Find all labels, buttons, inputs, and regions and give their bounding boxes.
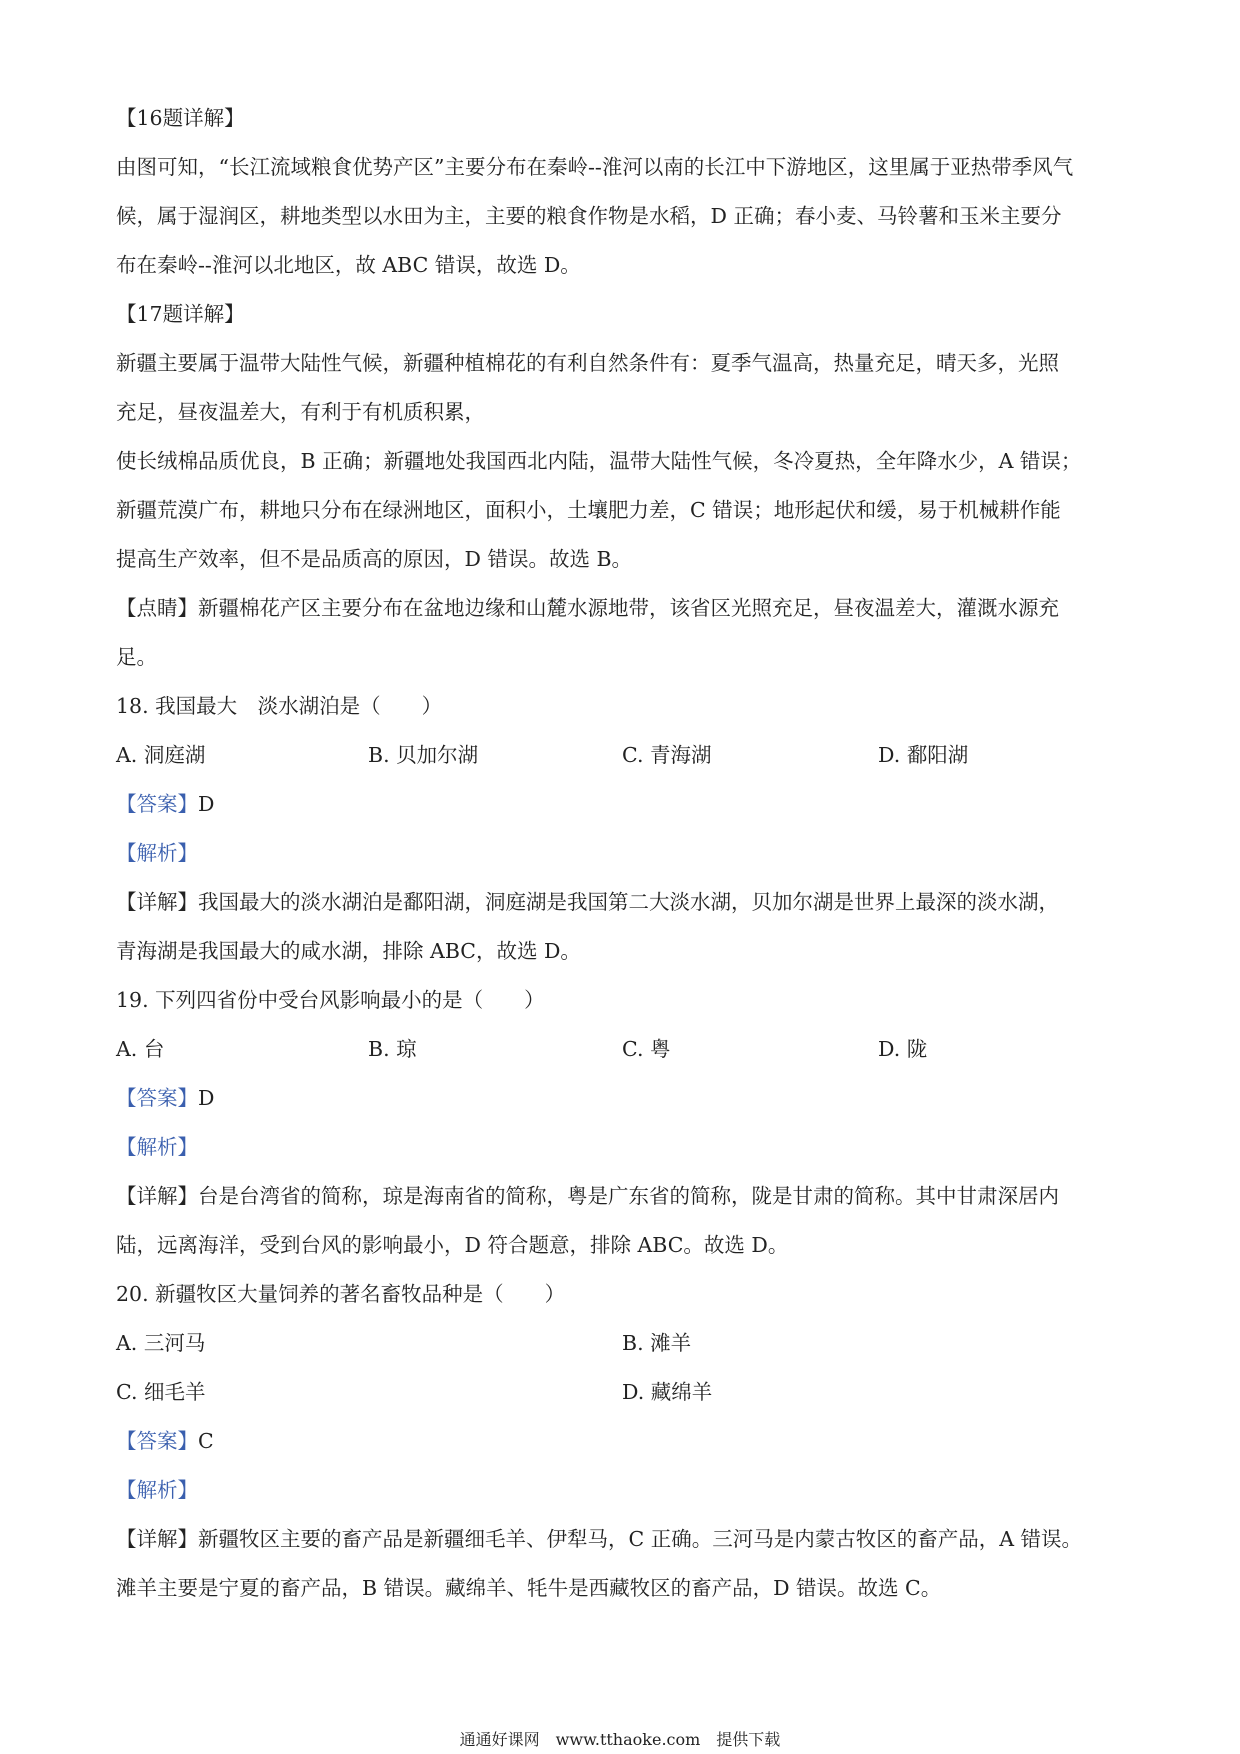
q18-detail-1: 【详解】我国最大的淡水湖泊是鄱阳湖，洞庭湖是我国第二大淡水湖，贝加尔湖是世界上最深的淡水湖， xyxy=(116,890,1059,914)
s17-text-5: 提高生产效率，但不是品质高的原因，D 错误。故选 B。 xyxy=(116,547,633,571)
q18-answer-label: 【答案】 xyxy=(116,792,198,816)
q20-option-c: C. 细毛羊 xyxy=(116,1380,206,1404)
q19-answer-label: 【答案】 xyxy=(116,1086,198,1110)
q20-option-b: B. 滩羊 xyxy=(622,1331,692,1355)
q19-option-b: B. 琼 xyxy=(368,1037,417,1061)
q19-option-d: D. 陇 xyxy=(878,1037,928,1061)
q18-detail-2: 青海湖是我国最大的咸水湖，排除 ABC，故选 D。 xyxy=(116,939,581,963)
q18-option-d: D. 鄱阳湖 xyxy=(878,743,969,767)
q20-answer-label: 【答案】 xyxy=(116,1429,198,1453)
q18-question: 18. 我国最大 淡水湖泊是（ ） xyxy=(116,694,443,718)
q20-option-d: D. 藏绵羊 xyxy=(622,1380,713,1404)
s17-text-2: 充足，昼夜温差大，有利于有机质积累， xyxy=(116,400,485,424)
s16-text-1: 由图可知，“长江流域粮食优势产区”主要分布在秦岭--淮河以南的长江中下游地区，这里属于亚热带季风气 xyxy=(116,155,1074,179)
q20-detail-1: 【详解】新疆牧区主要的畜产品是新疆细毛羊、伊犁马，C 正确。三河马是内蒙古牧区的畜产品，A 错误。 xyxy=(116,1527,1083,1551)
q19-option-a: A. 台 xyxy=(116,1037,165,1061)
s17-tip-2: 足。 xyxy=(116,645,157,669)
s17-text-3: 使长绒棉品质优良，B 正确；新疆地处我国西北内陆，温带大陆性气候，冬冷夏热，全年降水少，A 错误； xyxy=(116,449,1082,473)
q20-answer-value: C xyxy=(198,1429,214,1453)
q20-analysis-label: 【解析】 xyxy=(116,1478,198,1502)
s17-tip-1: 【点睛】新疆棉花产区主要分布在盆地边缘和山麓水源地带，该省区光照充足，昼夜温差大，灌溉水源充 xyxy=(116,596,1059,620)
s16-text-2: 候，属于湿润区，耕地类型以水田为主，主要的粮食作物是水稻，D 正确；春小麦、马铃薯和玉米主要分 xyxy=(116,204,1062,228)
q18-answer-value: D xyxy=(198,792,215,816)
s17-text-1: 新疆主要属于温带大陆性气候，新疆种植棉花的有利自然条件有：夏季气温高，热量充足，晴天多，光照 xyxy=(116,351,1059,375)
q19-option-c: C. 粤 xyxy=(622,1037,671,1061)
q19-question: 19. 下列四省份中受台风影响最小的是（ ） xyxy=(116,988,545,1012)
q20-option-a: A. 三河马 xyxy=(116,1331,206,1355)
s16-text-3: 布在秦岭--淮河以北地区，故 ABC 错误，故选 D。 xyxy=(116,253,581,277)
s16-heading: 【16题详解】 xyxy=(116,106,245,130)
page-footer: 通通好课网 www.tthaoke.com 提供下载 xyxy=(459,1730,781,1749)
q18-option-a: A. 洞庭湖 xyxy=(116,743,206,767)
q20-question: 20. 新疆牧区大量饲养的著名畜牧品种是（ ） xyxy=(116,1282,566,1306)
q18-option-c: C. 青海湖 xyxy=(622,743,712,767)
q18-analysis-label: 【解析】 xyxy=(116,841,198,865)
s17-heading: 【17题详解】 xyxy=(116,302,245,326)
q18-answer xyxy=(116,794,214,815)
q19-detail-2: 陆，远离海洋，受到台风的影响最小，D 符合题意，排除 ABC。故选 D。 xyxy=(116,1233,789,1257)
q20-answer xyxy=(116,1431,214,1452)
q19-answer xyxy=(116,1088,214,1109)
q18-option-b: B. 贝加尔湖 xyxy=(368,743,479,767)
q19-analysis-label: 【解析】 xyxy=(116,1135,198,1159)
q19-detail-1: 【详解】台是台湾省的简称，琼是海南省的简称，粤是广东省的简称，陇是甘肃的简称。其中甘肃深居内 xyxy=(116,1184,1059,1208)
s17-text-4: 新疆荒漠广布，耕地只分布在绿洲地区，面积小，土壤肥力差，C 错误；地形起伏和缓，易于机械耕作能 xyxy=(116,498,1061,522)
q20-detail-2: 滩羊主要是宁夏的畜产品，B 错误。藏绵羊、牦牛是西藏牧区的畜产品，D 错误。故选 C。 xyxy=(116,1576,942,1600)
q19-answer-value: D xyxy=(198,1086,215,1110)
